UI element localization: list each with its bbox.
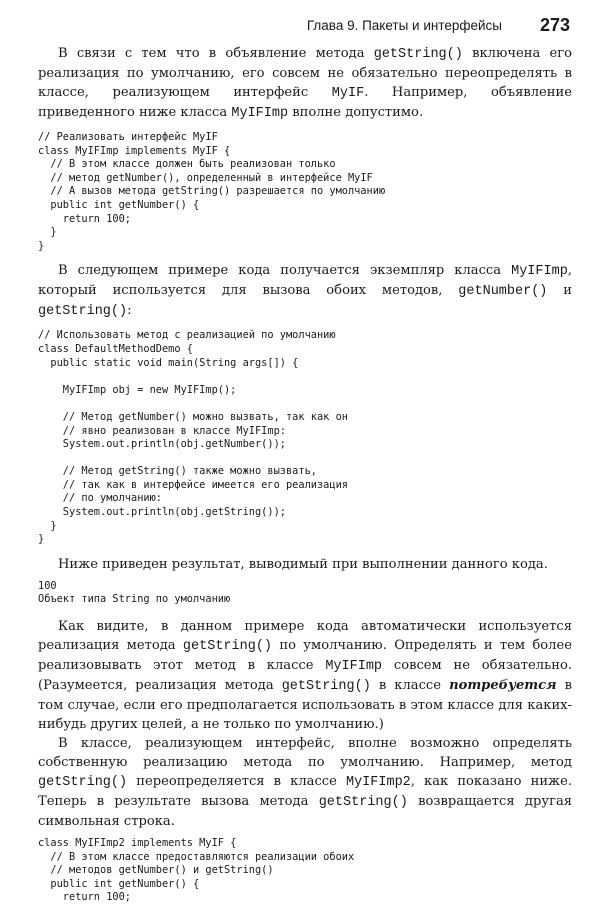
inline-code: getString() (281, 679, 371, 695)
code-line: // метод getNumber(), определенный в интерфейсе MyIF (38, 171, 373, 184)
inline-code: getString() (38, 304, 128, 320)
code-line: public int getNumber() { (38, 198, 200, 211)
code-line: public int getNumber() { (38, 877, 200, 890)
code-listing-myifimp2 (38, 837, 572, 905)
code-line: class MyIFImp implements MyIF { (38, 144, 231, 157)
code-line: // В этом классе предоставляются реализации обоих (38, 850, 355, 863)
running-header (0, 16, 600, 40)
code-line: // В этом классе должен быть реализован только (38, 158, 336, 171)
code-listing-myifimp (38, 131, 572, 253)
chapter-title: Глава 9. Пакеты и интерфейсы (306, 18, 502, 33)
code-line: MyIFImp obj = new MyIFImp(); (38, 383, 237, 396)
inline-code: getString() (318, 795, 408, 811)
inline-code: getString() (182, 639, 273, 655)
output-line: Объект типа String по умолчанию (38, 593, 231, 606)
code-line: System.out.println(obj.getNumber()); (38, 438, 286, 451)
page-body (38, 44, 572, 905)
paragraph-override-default: В классе, реализующем интерфейс, вполне возможно определять собственную реализацию метода по умолчанию. Например, метод getString() переопределяется в классе MyIFImp2, как показано ниже. Теперь в результате вызова метода getString() возвращается другая символьная строка. (38, 736, 573, 830)
code-line: // так как в интерфейсе имеется его реализация (38, 478, 348, 491)
program-output (38, 580, 572, 607)
inline-code: MyIFImp (231, 106, 289, 121)
code-line: } (38, 239, 45, 252)
code-listing-defaultmethoddemo (38, 329, 572, 547)
code-line: // А вызов метода getString() разрешается по умолчанию (38, 185, 386, 198)
paragraph-default-used: Как видите, в данном примере кода автоматически используется реализация метода getString() по умолчанию. Определять и тем более реализовывать этот метод в классе MyIFImp совсем не обязательно. (Разумеется, реализация метода getString() в классе потребуется в том случае, если его предполагается использовать в этом классе для каких-нибудь других целей, а не только по умолчанию.) (38, 619, 572, 733)
paragraph-instance-example: В следующем примере кода получается экземпляр класса MyIFImp, который используется для вызова обоих методов, getNumber() и getString(): (38, 263, 572, 320)
code-line: return 100; (38, 891, 131, 904)
inline-code: getString() (373, 47, 463, 62)
code-line: // Метод getString() также можно вызвать, (38, 465, 317, 478)
inline-code: getNumber() (458, 284, 548, 300)
code-line: public static void main(String args[]) { (38, 356, 299, 369)
code-line: System.out.println(obj.getString()); (38, 506, 286, 519)
code-line: // Реализовать интерфейс MyIF (38, 131, 218, 143)
code-line: // явно реализован в классе MyIFImp: (38, 424, 286, 437)
paragraph-output-intro: Ниже приведен результат, выводимый при выполнении данного кода. (58, 556, 548, 572)
code-line: // Использовать метод с реализацией по умолчанию (38, 329, 336, 342)
code-line: class DefaultMethodDemo { (38, 342, 193, 355)
inline-code: MyIFImp (511, 264, 568, 280)
code-line: // Метод getNumber() можно вызвать, так как он (38, 410, 348, 423)
code-line: class MyIFImp2 implements MyIF { (38, 837, 237, 850)
code-line: } (38, 519, 57, 532)
inline-code: MyIFImp (325, 659, 383, 675)
code-line: // методов getNumber() и getString() (38, 864, 274, 877)
code-line: // по умолчанию: (38, 492, 162, 505)
page-number: 273 (539, 15, 570, 35)
emphasis-text: потребуется (449, 678, 557, 694)
code-line: } (38, 226, 57, 239)
code-line: return 100; (38, 212, 131, 225)
inline-code: MyIF (331, 86, 365, 101)
paragraph-default-method-intro: В связи с тем что в объявление метода getString() включена его реализация по умолчанию, его совсем не обязательно переопределять в классе, реализующем интерфейс MyIF. Например, объявление приведенного ниже класса MyIFImp вполне допустимо. (38, 46, 572, 121)
inline-code: MyIFImp2 (345, 775, 411, 791)
code-line: } (38, 533, 45, 546)
inline-code: getString() (38, 775, 128, 791)
output-line: 100 (38, 579, 57, 592)
